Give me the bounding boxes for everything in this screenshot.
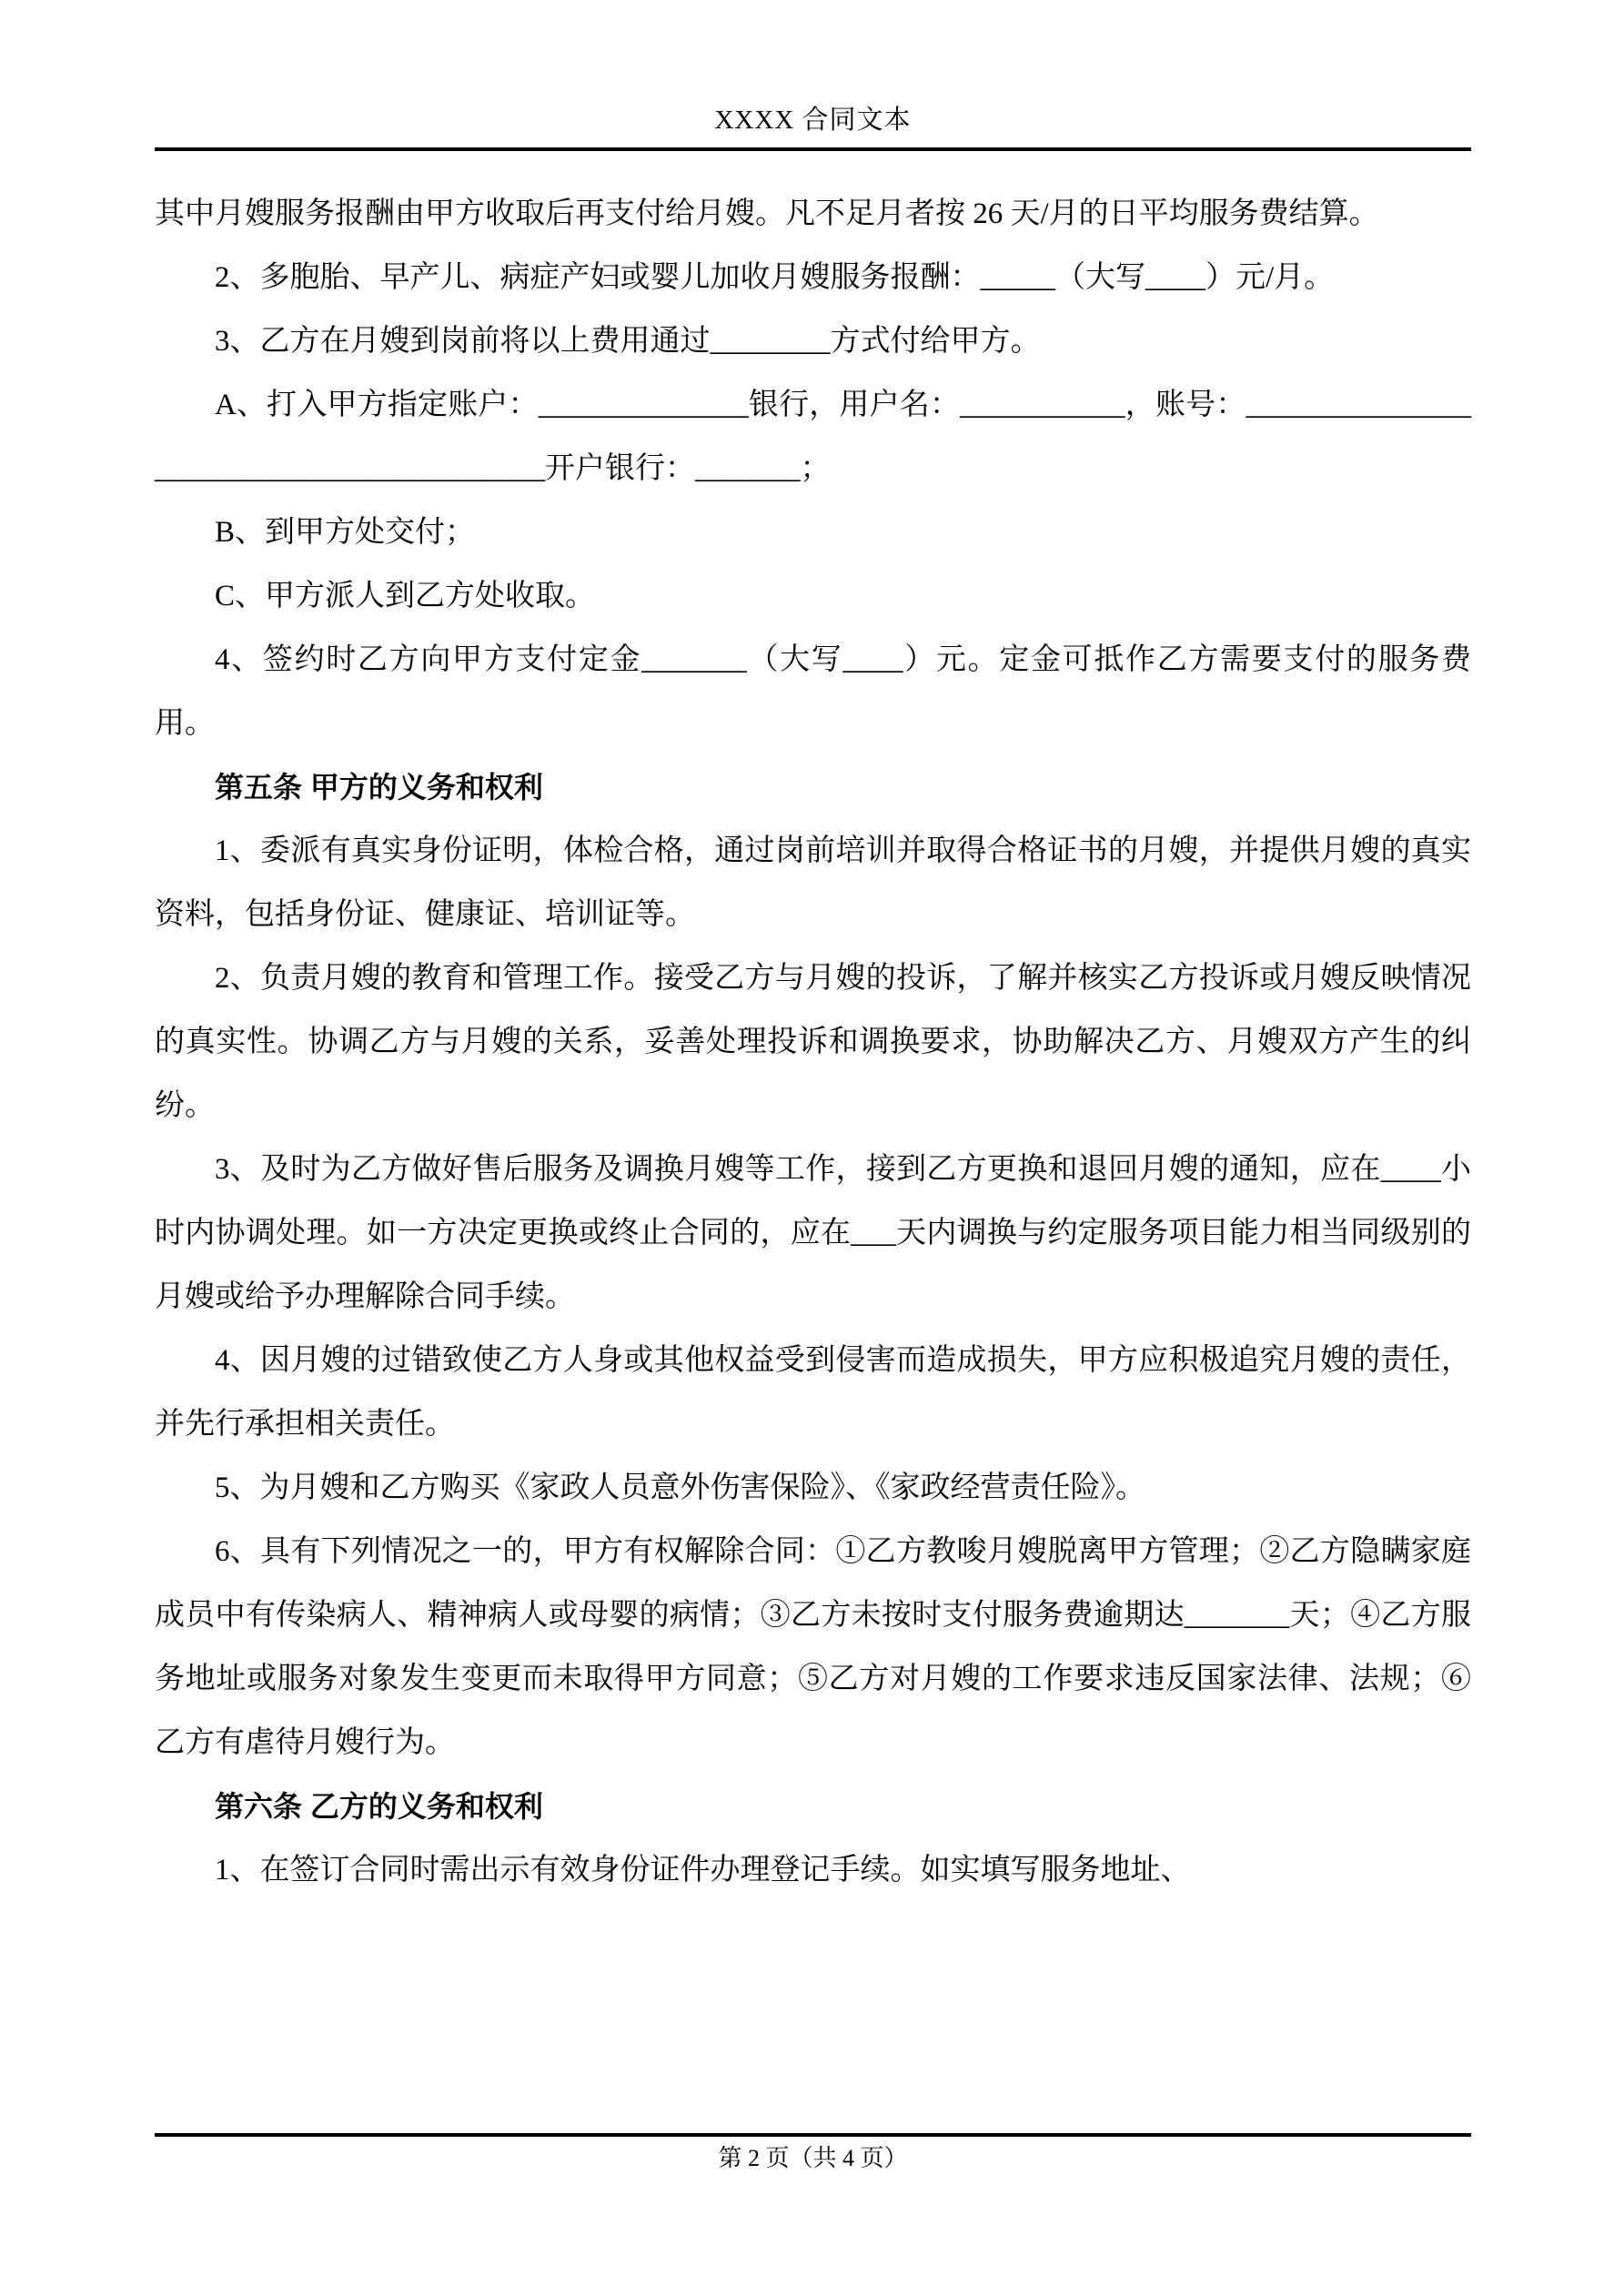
paragraph: 5、为月嫂和乙方购买《家政人员意外伤害保险》、《家政经营责任险》。 <box>215 1472 1145 1504</box>
page-header <box>155 102 1471 151</box>
header-title: XXXX 合同文本 <box>714 106 912 135</box>
contract-body <box>155 182 1471 1902</box>
paragraph: 2、多胞胎、早产儿、病症产妇或婴儿加收月嫂服务报酬：_____（大写____）元/月。 <box>215 261 1335 294</box>
paragraph: 3、乙方在月嫂到岗前将以上费用通过________方式付给甲方。 <box>215 325 1041 358</box>
page-number-label: 第 2 页（共 4 页） <box>718 2145 908 2171</box>
section-heading: 第五条 甲方的义务和权利 <box>215 771 543 804</box>
paragraph: A、打入甲方指定账户：______________银行，用户名：___________，账号：_________________________________________开户银行：_______； <box>155 389 1471 485</box>
paragraph: 2、负责月嫂的教育和管理工作。接受乙方与月嫂的投诉，了解并核实乙方投诉或月嫂反映情况的真实性。协调乙方与月嫂的关系，妥善处理投诉和调换要求，协助解决乙方、月嫂双方产生的纠纷。 <box>155 962 1471 1122</box>
paragraph: 6、具有下列情况之一的，甲方有权解除合同：①乙方教唆月嫂脱离甲方管理；②乙方隐瞒家庭成员中有传染病人、精神病人或母婴的病情；③乙方未按时支付服务费逾期达_______天；④乙方服务地址或服务对象发生变更而未取得甲方同意；⑤乙方对月嫂的工作要求违反国家法律、法规；⑥乙方有虐待月嫂行为。 <box>155 1535 1471 1759</box>
paragraph: C、甲方派人到乙方处收取。 <box>215 580 596 612</box>
paragraph: 1、在签订合同时需出示有效身份证件办理登记手续。如实填写服务地址、 <box>215 1854 1191 1886</box>
paragraph: B、到甲方处交付； <box>215 516 476 549</box>
header-rule <box>155 147 1471 151</box>
footer-rule <box>155 2133 1471 2137</box>
page-footer <box>155 2133 1471 2173</box>
paragraph: 1、委派有真实身份证明，体检合格，通过岗前培训并取得合格证书的月嫂，并提供月嫂的真实资料，包括身份证、健康证、培训证等。 <box>155 834 1471 931</box>
paragraph: 3、及时为乙方做好售后服务及调换月嫂等工作，接到乙方更换和退回月嫂的通知，应在____小时内协调处理。如一方决定更换或终止合同的，应在___天内调换与约定服务项目能力相当同级别的月嫂或给予办理解除合同手续。 <box>155 1153 1471 1313</box>
paragraph: 其中月嫂服务报酬由甲方收取后再支付给月嫂。凡不足月者按 26 天/月的日平均服务费结算。 <box>155 197 1379 230</box>
paragraph: 4、因月嫂的过错致使乙方人身或其他权益受到侵害而造成损失，甲方应积极追究月嫂的责任，并先行承担相关责任。 <box>155 1344 1471 1441</box>
paragraph: 4、签约时乙方向甲方支付定金_______（大写____）元。定金可抵作乙方需要支付的服务费用。 <box>155 643 1471 740</box>
section-heading: 第六条 乙方的义务和权利 <box>215 1790 543 1823</box>
